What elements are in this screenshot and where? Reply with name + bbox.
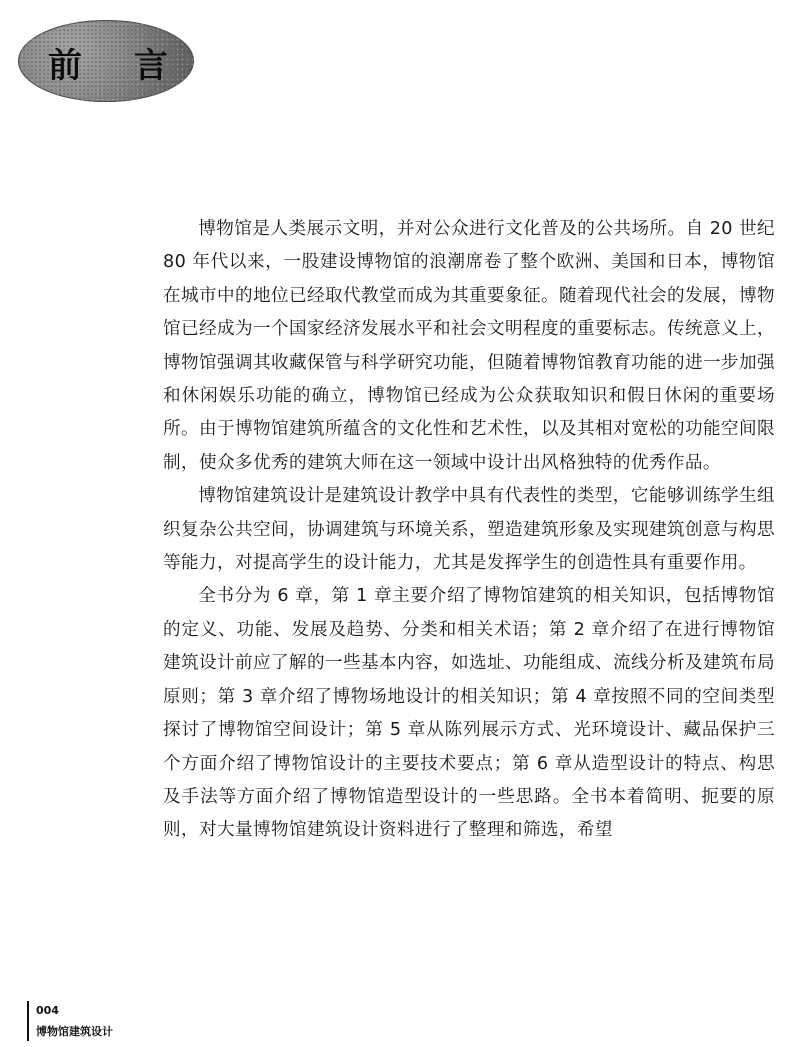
book-title: 博物馆建筑设计 [36,1025,113,1038]
paragraph-3: 全书分为 6 章，第 1 章主要介绍了博物馆建筑的相关知识，包括博物馆的定义、功能、发展及趋势、分类和相关术语；第 2 章介绍了在进行博物馆建筑设计前应了解的一些基本内容，如选址、功能组成、流线分析及建筑布局原则；第 3 章介绍了博物场地设计的相关知识；第 4 章按照不同的空间类型探讨了博物馆空间设计；第 5 章从陈列展示方式、光环境设计、藏品保护三个方面介绍了博物馆设计的主要技术要点；第 6 章从造型设计的特点、构思及手法等方面介绍了博物馆造型设计的一些思路。全书本着简明、扼要的原则，对大量博物馆建筑设计资料进行了整理和筛选，希望 [163,586,775,841]
paragraph-1: 博物馆是人类展示文明，并对公众进行文化普及的公共场所。自 20 世纪 80 年代以来，一股建设博物馆的浪潮席卷了整个欧洲、美国和日本，博物馆在城市中的地位已经取代教堂而成为其重要象征。随着现代社会的发展，博物馆已经成为一个国家经济发展水平和社会文明程度的重要标志。传统意义上，博物馆强调其收藏保管与科学研究功能，但随着博物馆教育功能的进一步加强和休闲娱乐功能的确立，博物馆已经成为公众获取知识和假日休闲的重要场所。由于博物馆建筑所蕴含的文化性和艺术性，以及其相对宽松的功能空间限制，使众多优秀的建筑大师在这一领域中设计出风格独特的优秀作品。 [163,219,775,473]
page-number: 004 [36,1004,59,1017]
page-title: 前 言 [48,46,188,86]
paragraph-2: 博物馆建筑设计是建筑设计教学中具有代表性的类型，它能够训练学生组织复杂公共空间，协调建筑与环境关系，塑造建筑形象及实现建筑创意与构思等能力，对提高学生的设计能力，尤其是发挥学生的创造性具有重要作用。 [163,486,775,574]
footer-divider [27,1001,29,1041]
preface-body [163,213,775,848]
